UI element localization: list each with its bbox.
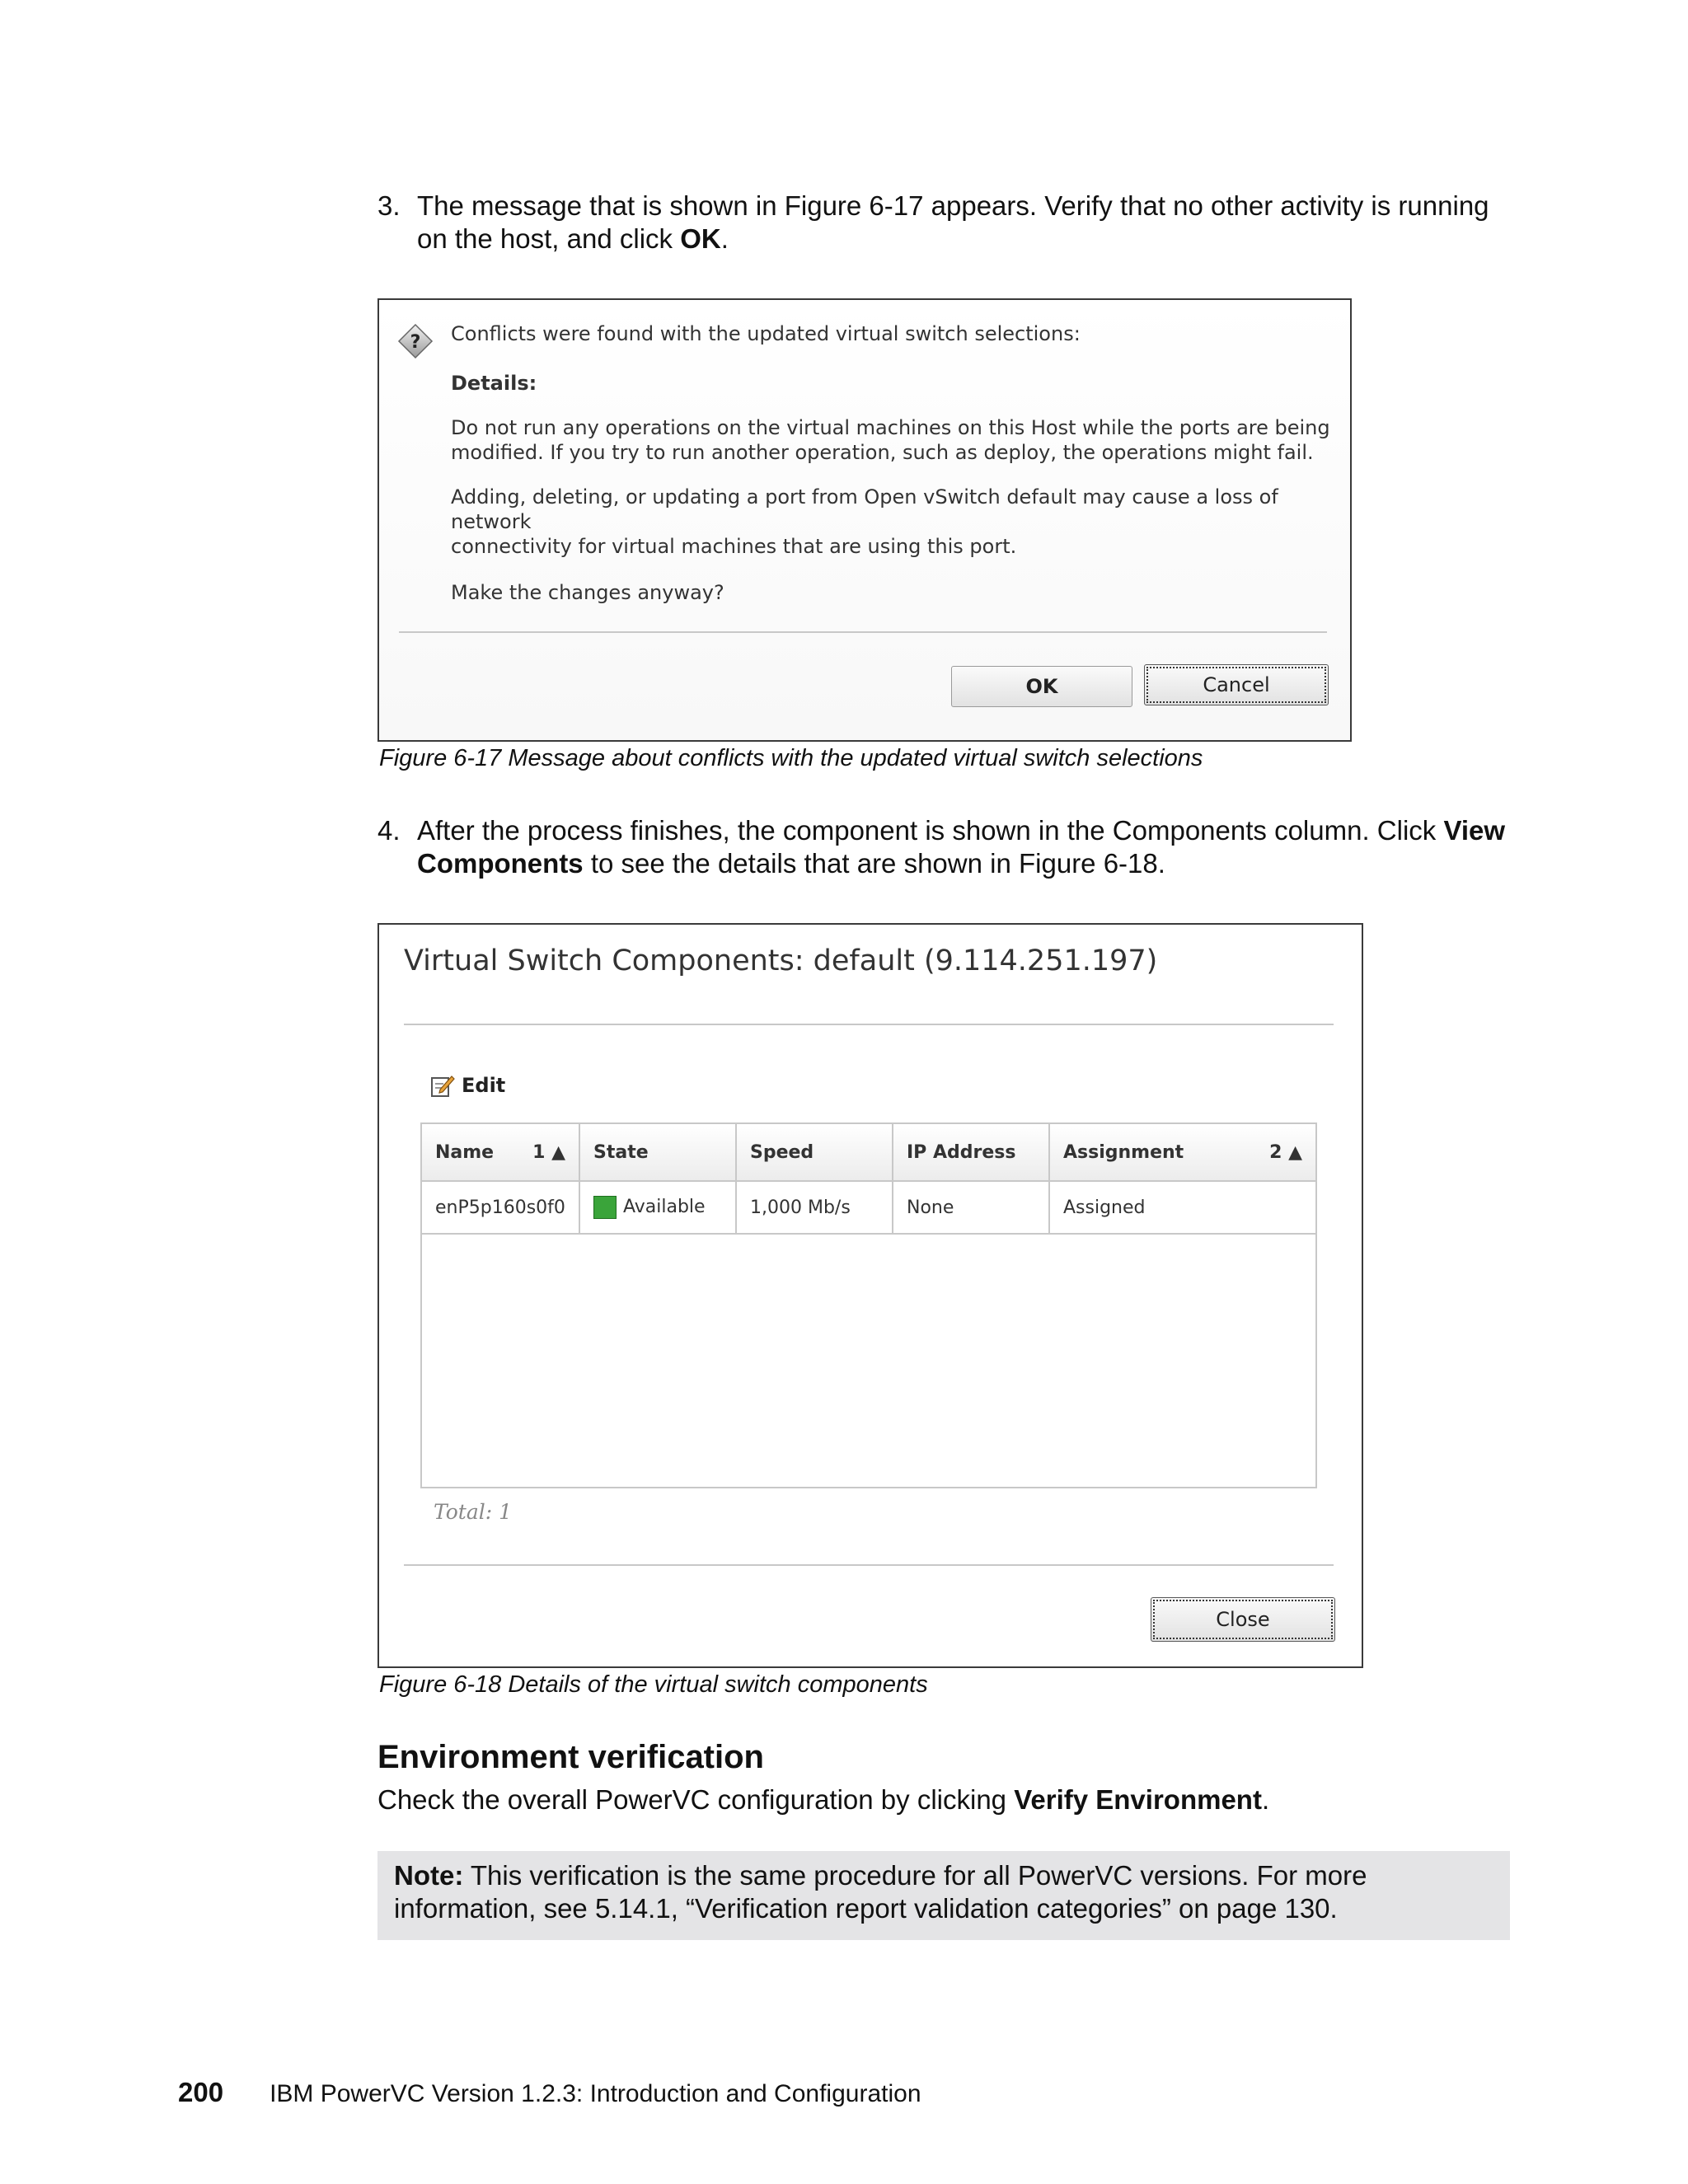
question-diamond-icon bbox=[397, 323, 434, 359]
note-label: Note: bbox=[394, 1860, 464, 1891]
edit-pencil-icon bbox=[430, 1073, 455, 1098]
cell-ip-address: None bbox=[893, 1181, 1049, 1234]
table-header-row bbox=[421, 1123, 1316, 1181]
confirm-question: Make the changes anyway? bbox=[451, 581, 724, 604]
section-paragraph bbox=[377, 1784, 1269, 1816]
column-header-assignment[interactable] bbox=[1049, 1123, 1316, 1181]
paragraph-line: Do not run any operations on the virtual machines on this Host while the ports are being bbox=[451, 416, 1330, 439]
dialog-divider bbox=[399, 631, 1327, 633]
ok-button[interactable]: OK bbox=[951, 666, 1132, 707]
section-heading: Environment verification bbox=[377, 1739, 764, 1775]
sort-indicator: 1 ▲ bbox=[532, 1141, 565, 1163]
column-header-name[interactable] bbox=[421, 1123, 579, 1181]
step-3 bbox=[377, 190, 1515, 255]
paragraph-line: Adding, deleting, or updating a port from Open vSwitch default may cause a loss of network bbox=[451, 485, 1278, 533]
step-number: 4. bbox=[377, 815, 401, 846]
dialog-heading: Conflicts were found with the updated virtual switch selections: bbox=[451, 322, 1081, 345]
column-label: IP Address bbox=[907, 1141, 1016, 1163]
step-text-part: to see the details that are shown in Figure 6-18. bbox=[583, 848, 1165, 879]
figure-17-caption: Figure 6-17 Message about conflicts with the updated virtual switch selections bbox=[379, 745, 1203, 771]
page-number: 200 bbox=[178, 2077, 224, 2107]
bold-term: Verify Environment bbox=[1014, 1784, 1262, 1815]
close-button[interactable]: Close bbox=[1151, 1597, 1335, 1642]
column-header-speed[interactable] bbox=[736, 1123, 893, 1181]
paragraph-line: connectivity for virtual machines that are using this port. bbox=[451, 535, 1017, 558]
edit-label: Edit bbox=[462, 1074, 506, 1097]
step-number: 3. bbox=[377, 190, 401, 221]
column-label: Assignment bbox=[1063, 1141, 1184, 1163]
sort-indicator: 2 ▲ bbox=[1269, 1141, 1302, 1163]
cell-name: enP5p160s0f0 bbox=[421, 1181, 579, 1234]
details-paragraph-2 bbox=[451, 485, 1350, 559]
column-label: State bbox=[593, 1141, 649, 1163]
page-footer bbox=[178, 2077, 921, 2108]
note-box bbox=[377, 1851, 1510, 1940]
cell-speed: 1,000 Mb/s bbox=[736, 1181, 893, 1234]
dialog-title: Virtual Switch Components: default (9.114.251.197) bbox=[404, 944, 1158, 977]
step-text-part: . bbox=[720, 223, 729, 254]
table-row[interactable] bbox=[421, 1181, 1316, 1234]
details-paragraph-1 bbox=[451, 415, 1330, 465]
book-title: IBM PowerVC Version 1.2.3: Introduction and Configuration bbox=[270, 2080, 921, 2107]
step-text bbox=[417, 190, 1515, 255]
paragraph-line: modified. If you try to run another operation, such as deploy, the operations might fail. bbox=[451, 441, 1314, 464]
cell-state bbox=[579, 1181, 736, 1234]
column-header-state[interactable] bbox=[579, 1123, 736, 1181]
paragraph-text: . bbox=[1261, 1784, 1270, 1815]
title-divider bbox=[404, 1024, 1334, 1025]
cell-assignment: Assigned bbox=[1049, 1181, 1316, 1234]
note-text: This verification is the same procedure for all PowerVC versions. For more information, see 5.14.1, “Verification report validation categories” on page 130. bbox=[394, 1860, 1367, 1924]
svg-text:?: ? bbox=[410, 332, 421, 353]
virtual-switch-components-figure bbox=[377, 923, 1363, 1668]
available-status-icon bbox=[593, 1196, 617, 1219]
total-count: Total: 1 bbox=[434, 1500, 513, 1524]
step-text-part: After the process finishes, the component is shown in the Components column. Click bbox=[417, 815, 1444, 846]
components-table bbox=[420, 1122, 1317, 1488]
footer-divider bbox=[404, 1564, 1334, 1566]
step-bold-term: OK bbox=[680, 223, 721, 254]
column-label: Speed bbox=[750, 1141, 814, 1163]
conflict-dialog-figure bbox=[377, 298, 1352, 742]
step-text-part: The message that is shown in Figure 6-17 appears. Verify that no other activity is running on the host, and click bbox=[417, 190, 1489, 254]
paragraph-text: Check the overall PowerVC configuration by clicking bbox=[377, 1784, 1015, 1815]
column-label: Name bbox=[435, 1141, 495, 1163]
details-label: Details: bbox=[451, 372, 537, 395]
edit-button[interactable] bbox=[430, 1073, 505, 1098]
cancel-button[interactable]: Cancel bbox=[1144, 664, 1329, 705]
step-text bbox=[417, 814, 1515, 880]
state-label: Available bbox=[623, 1197, 706, 1217]
step-bold-term: View Components bbox=[417, 815, 1506, 879]
step-4 bbox=[377, 814, 1515, 880]
figure-18-caption: Figure 6-18 Details of the virtual switch components bbox=[379, 1671, 928, 1698]
column-header-ip-address[interactable] bbox=[893, 1123, 1049, 1181]
